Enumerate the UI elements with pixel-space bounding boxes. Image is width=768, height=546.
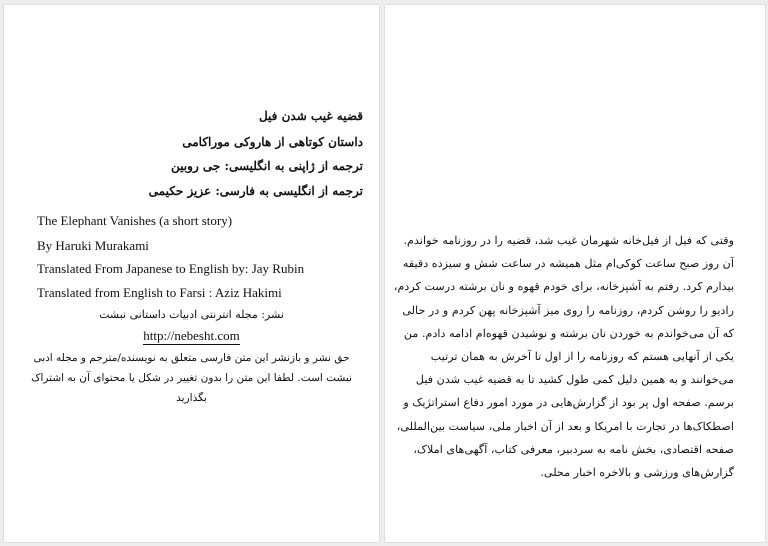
farsi-title-line: داستان کوتاهی از هاروکی موراکامی [182,135,363,149]
publisher-line: نشر: مجله انترنتی ادبیات داستانی نبشت [99,308,284,321]
website-link[interactable]: http://nebesht.com [143,328,240,343]
left-page [4,5,379,542]
english-title-line: Translated from English to Farsi : Aziz Hakimi [37,285,282,300]
farsi-title-line: ترجمه از انگلیسی به فارسی: عزیز حکیمی [148,184,363,198]
story-line: آن روز صبح ساعت کوکی‌ام مثل همیشه در ساعت شش و سیزده دقیقه [402,257,734,271]
story-paragraph [393,229,734,484]
copyright-line: نبشت است. لطفا این متن را بدون تغییر در شکل یا محتوای آن به اشتراک [31,372,352,384]
copyright-line: حق نشر و بازنشر این متن فارسی متعلق به نویسنده/مترجم و مجله ادبی [33,352,350,364]
farsi-title-line: قضیه غیب شدن فیل [258,109,363,123]
website-link-row [4,329,379,345]
farsi-title-line: ترجمه از ژاپنی به انگلیسی: جی روبین [171,159,363,173]
story-line: بیدارم کرد. رفتم به آشپزخانه، برای خودم قهوه و نان برشته درست کردم، [393,280,734,294]
story-line: می‌خوانند و به همین دلیل کمی طول کشید تا به قضیه غیب شدن فیل [415,373,734,387]
right-page [385,5,765,542]
story-line: رادیو را روشن کردم، روزنامه را روی میز آشپزخانه پهن کردم و در حالی [402,303,734,317]
story-line: که آن می‌خواندم به خوردن نان برشته و نوشیدن قهوه‌ام ادامه دادم. من [403,326,734,340]
story-line: برسم. صفحه اول پر بود از گزارش‌هایی در مورد امور دفاع استراتژیک و [403,396,734,410]
english-title-line: By Haruki Murakami [37,238,149,253]
copyright-line: بگذارید [176,392,207,404]
english-title-line: Translated From Japanese to English by: Jay Rubin [37,261,305,276]
story-line: وقتی که فیل از فیل‌خانه شهرمان غیب شد، قضیه را در روزنامه خواندم. [403,234,734,247]
english-title-line: The Elephant Vanishes (a short story) [37,213,233,228]
story-line: گزارش‌های ورزشی و بالاخره اخبار محلی. [540,465,734,479]
story-line: اصطکاک‌ها در تجارت با امریکا و بعد از آن اخبار ملی، سیاست بین‌المللی، [396,419,734,433]
story-line: صفحه اقتصادی، بخش نامه به سردبیر، معرفی کتاب، آگهی‌های املاک، [413,442,734,456]
story-line: یکی از آنهایی هستم که روزنامه را از اول تا آخرش به همان ترتیب [430,349,734,363]
